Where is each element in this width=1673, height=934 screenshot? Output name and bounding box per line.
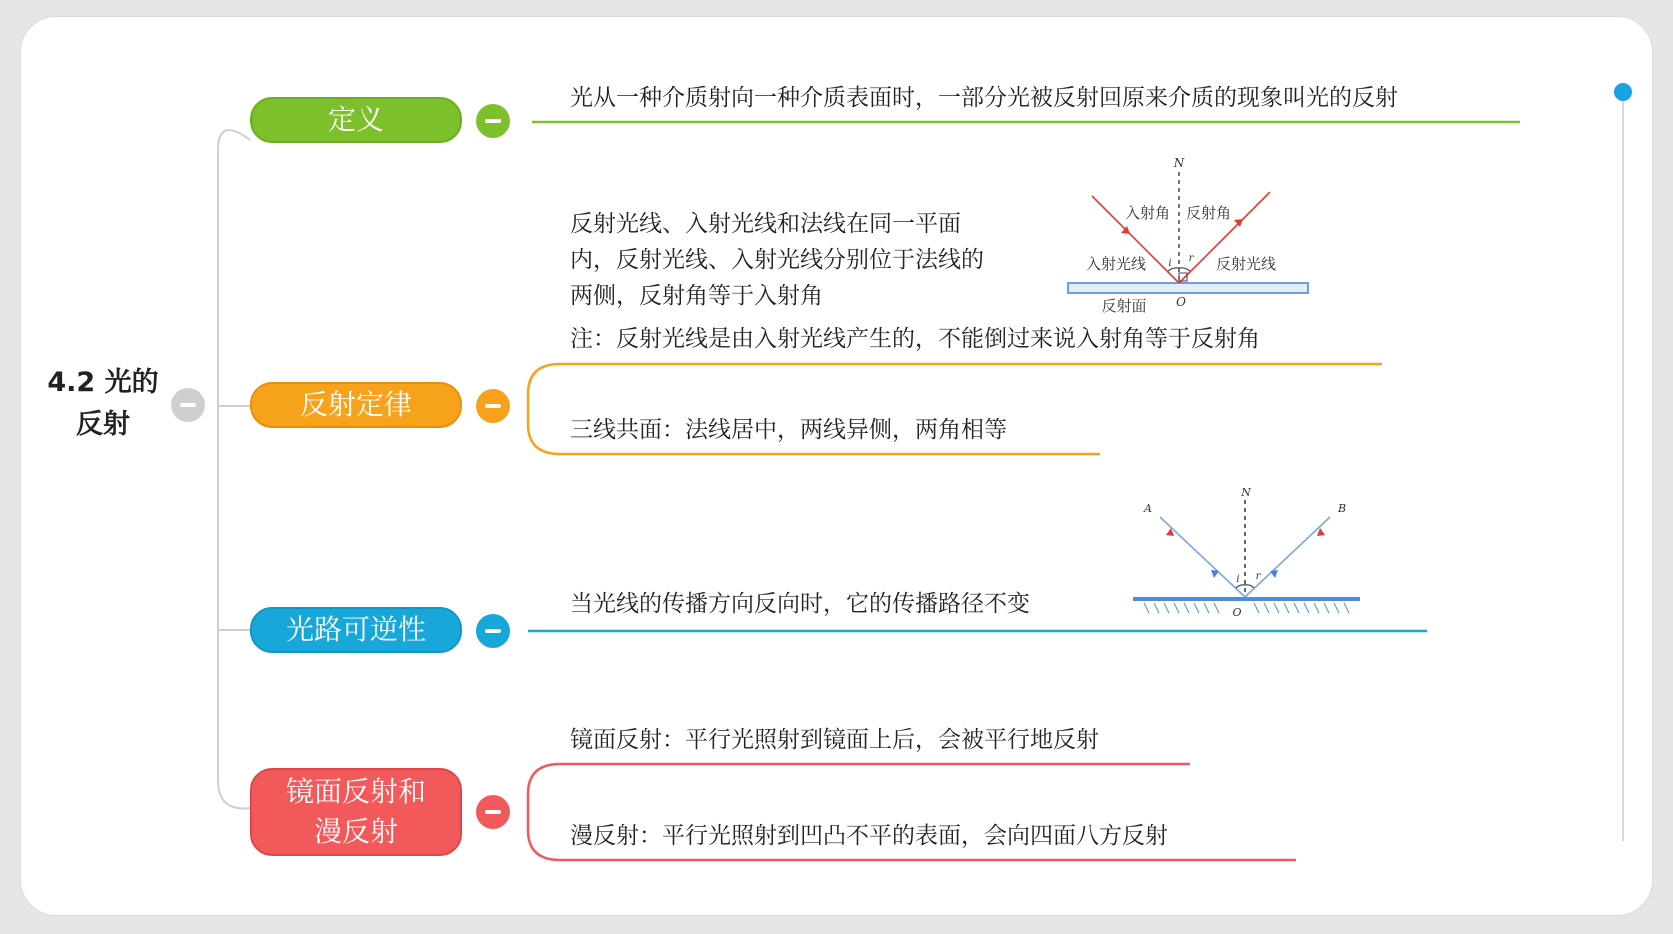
ray-b (1245, 517, 1330, 597)
ray-a-arrow-blue (1211, 570, 1219, 578)
figure1-reflect-angle-label: 反射角 (1186, 204, 1232, 222)
branch-topic-specular-diffuse[interactable]: 镜面反射和漫反射 (250, 768, 462, 856)
branch-4-collapse-button[interactable] (476, 795, 510, 829)
figure1-r-label: r (1188, 253, 1194, 264)
scrollbar-thumb[interactable] (1614, 83, 1632, 101)
figure2-i-label: i (1236, 574, 1240, 585)
trunk-line (218, 130, 250, 808)
scrollbar-track[interactable] (1622, 96, 1624, 841)
figure2-a-label: A (1144, 502, 1152, 515)
law-detail-text[interactable]: 反射光线、入射光线和法线在同一平面内，反射光线、入射光线分别位于法线的两侧，反射角等于入射角 (570, 211, 984, 309)
diffuse-text[interactable]: 漫反射：平行光照射到凹凸不平的表面，会向四面八方反射 (570, 823, 1168, 849)
definition-text[interactable]: 光从一种介质射向一种介质表面时，一部分光被反射回原来介质的现象叫光的反射 (570, 85, 1398, 111)
reflecting-surface (1068, 283, 1308, 293)
figure2-point-label: O (1232, 606, 1242, 619)
branch-1-collapse-button[interactable] (476, 104, 510, 138)
law-note-text[interactable]: 注：反射光线是由入射光线产生的，不能倒过来说入射角等于反射角 (570, 326, 1260, 352)
figure2-r-label: r (1255, 571, 1261, 582)
law-summary-text[interactable]: 三线共面：法线居中，两线异侧，两角相等 (570, 417, 1007, 443)
figure1-incident-angle-label: 入射角 (1124, 204, 1170, 222)
reversibility-figure (1133, 486, 1360, 619)
figure2-b-label: B (1337, 502, 1347, 515)
figure1-normal-label: N (1173, 156, 1185, 170)
branch-3-collapse-button[interactable] (476, 614, 510, 648)
specular-text[interactable]: 镜面反射：平行光照射到镜面上后，会被平行地反射 (570, 727, 1099, 753)
branch-topic-law[interactable]: 反射定律 (250, 382, 462, 428)
reflection-law-figure (1068, 156, 1308, 315)
figure1-i-label: i (1168, 258, 1172, 269)
branch-topic-definition[interactable]: 定义 (250, 97, 462, 143)
figure1-point-label: O (1176, 295, 1186, 309)
figure1-reflected-ray-label: 反射光线 (1216, 255, 1277, 273)
reversibility-text[interactable]: 当光线的传播方向反向时，它的传播路径不变 (570, 591, 1030, 617)
ray-b-arrow-blue (1270, 570, 1278, 578)
root-topic[interactable]: 4.2 光的反射 (47, 367, 159, 440)
branch-topic-reversibility[interactable]: 光路可逆性 (250, 607, 462, 653)
figure1-surface-label: 反射面 (1101, 297, 1147, 315)
branch-2-collapse-button[interactable] (476, 389, 510, 423)
figure2-normal-label: N (1241, 486, 1251, 499)
root-collapse-button[interactable] (171, 388, 205, 422)
ray-a (1160, 517, 1245, 597)
figure1-incident-ray-label: 入射光线 (1085, 255, 1146, 273)
